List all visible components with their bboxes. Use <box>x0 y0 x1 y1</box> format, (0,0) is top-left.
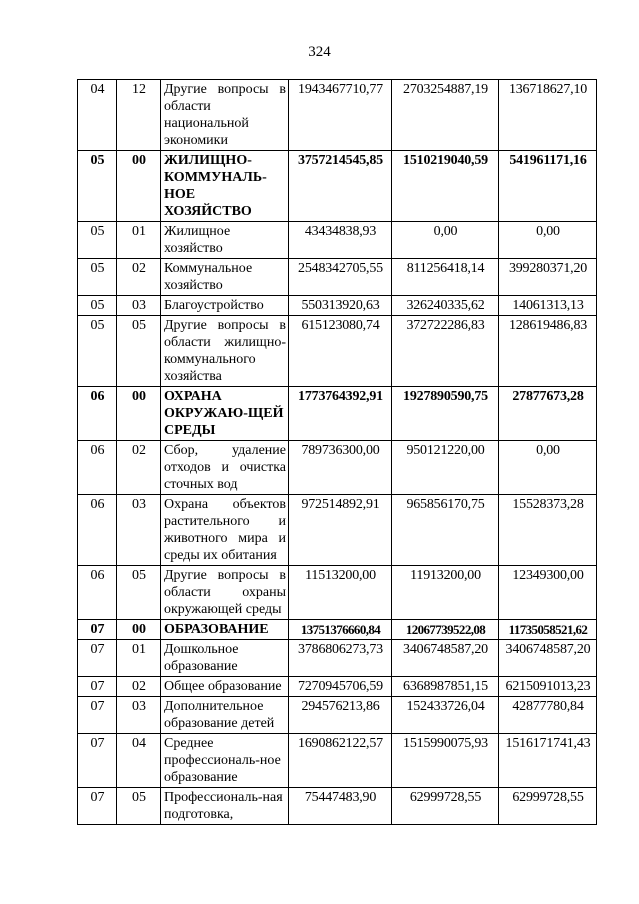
amount-year1-cell: 7270945706,59 <box>289 677 392 697</box>
amount-year3-cell: 14061313,13 <box>499 296 597 316</box>
amount-year2-cell: 1927890590,75 <box>392 387 499 441</box>
amount-year1-cell: 11513200,00 <box>289 566 392 620</box>
amount-year1-cell: 3786806273,73 <box>289 640 392 677</box>
table-row <box>78 441 597 495</box>
amount-year1-cell: 1690862122,57 <box>289 734 392 788</box>
table-row <box>78 734 597 788</box>
subsection-code-cell: 03 <box>117 697 161 734</box>
table-row <box>78 151 597 222</box>
amount-year1-cell: 75447483,90 <box>289 788 392 825</box>
amount-year1-cell: 615123080,74 <box>289 316 392 387</box>
amount-year3-cell: 136718627,10 <box>499 80 597 151</box>
table-row <box>78 697 597 734</box>
amount-year1-cell: 13751376660,84 <box>289 620 392 640</box>
amount-year2-cell: 950121220,00 <box>392 441 499 495</box>
amount-year1-cell: 1773764392,91 <box>289 387 392 441</box>
item-name-cell: Другие вопросы в области жилищно-коммунального хозяйства <box>161 316 289 387</box>
table-row <box>78 640 597 677</box>
amount-year1-cell: 972514892,91 <box>289 495 392 566</box>
item-name-cell: Сбор, удаление отходов и очистка сточных вод <box>161 441 289 495</box>
subsection-code-cell: 04 <box>117 734 161 788</box>
amount-year3-cell: 3406748587,20 <box>499 640 597 677</box>
item-name-cell: Дошкольное образование <box>161 640 289 677</box>
table-row <box>78 259 597 296</box>
budget-table-body <box>78 80 597 825</box>
item-name-cell: Коммунальное хозяйство <box>161 259 289 296</box>
item-name-cell: Дополнительное образование детей <box>161 697 289 734</box>
amount-year3-cell: 0,00 <box>499 222 597 259</box>
amount-year3-cell: 15528373,28 <box>499 495 597 566</box>
amount-year2-cell: 11913200,00 <box>392 566 499 620</box>
section-code-cell: 05 <box>78 259 117 296</box>
item-name-cell: ОХРАНА ОКРУЖАЮ-ЩЕЙ СРЕДЫ <box>161 387 289 441</box>
table-row <box>78 80 597 151</box>
subsection-code-cell: 05 <box>117 788 161 825</box>
section-code-cell: 07 <box>78 734 117 788</box>
amount-year1-cell: 2548342705,55 <box>289 259 392 296</box>
section-code-cell: 05 <box>78 316 117 387</box>
item-name-cell: ЖИЛИЩНО-КОММУНАЛЬ-НОЕ ХОЗЯЙСТВО <box>161 151 289 222</box>
subsection-code-cell: 00 <box>117 387 161 441</box>
table-row <box>78 316 597 387</box>
amount-year2-cell: 0,00 <box>392 222 499 259</box>
amount-year2-cell: 372722286,83 <box>392 316 499 387</box>
table-row <box>78 566 597 620</box>
section-code-cell: 06 <box>78 441 117 495</box>
amount-year2-cell: 12067739522,08 <box>392 620 499 640</box>
amount-year3-cell: 0,00 <box>499 441 597 495</box>
amount-year2-cell: 811256418,14 <box>392 259 499 296</box>
amount-year3-cell: 6215091013,23 <box>499 677 597 697</box>
table-row <box>78 788 597 825</box>
table-row <box>78 495 597 566</box>
item-name-cell: Общее образование <box>161 677 289 697</box>
item-name-cell: Благоустройство <box>161 296 289 316</box>
subsection-code-cell: 03 <box>117 495 161 566</box>
subsection-code-cell: 03 <box>117 296 161 316</box>
amount-year2-cell: 965856170,75 <box>392 495 499 566</box>
section-code-cell: 07 <box>78 620 117 640</box>
amount-year1-cell: 1943467710,77 <box>289 80 392 151</box>
amount-year3-cell: 27877673,28 <box>499 387 597 441</box>
subsection-code-cell: 12 <box>117 80 161 151</box>
subsection-code-cell: 05 <box>117 566 161 620</box>
item-name-cell: ОБРАЗОВАНИЕ <box>161 620 289 640</box>
amount-year3-cell: 541961171,16 <box>499 151 597 222</box>
section-code-cell: 05 <box>78 222 117 259</box>
section-code-cell: 06 <box>78 387 117 441</box>
amount-year3-cell: 12349300,00 <box>499 566 597 620</box>
section-code-cell: 04 <box>78 80 117 151</box>
item-name-cell: Другие вопросы в области охраны окружающей среды <box>161 566 289 620</box>
section-code-cell: 06 <box>78 495 117 566</box>
item-name-cell: Профессиональ-ная подготовка, <box>161 788 289 825</box>
amount-year3-cell: 11735058521,62 <box>499 620 597 640</box>
table-row <box>78 296 597 316</box>
amount-year3-cell: 399280371,20 <box>499 259 597 296</box>
amount-year2-cell: 152433726,04 <box>392 697 499 734</box>
subsection-code-cell: 02 <box>117 677 161 697</box>
item-name-cell: Другие вопросы в области национальной экономики <box>161 80 289 151</box>
amount-year3-cell: 1516171741,43 <box>499 734 597 788</box>
subsection-code-cell: 00 <box>117 151 161 222</box>
section-code-cell: 05 <box>78 296 117 316</box>
amount-year3-cell: 62999728,55 <box>499 788 597 825</box>
budget-table <box>77 79 597 825</box>
table-row <box>78 387 597 441</box>
item-name-cell: Жилищное хозяйство <box>161 222 289 259</box>
table-row <box>78 677 597 697</box>
section-code-cell: 05 <box>78 151 117 222</box>
table-row <box>78 222 597 259</box>
subsection-code-cell: 02 <box>117 441 161 495</box>
amount-year2-cell: 3406748587,20 <box>392 640 499 677</box>
section-code-cell: 07 <box>78 697 117 734</box>
item-name-cell: Среднее профессиональ-ное образование <box>161 734 289 788</box>
amount-year2-cell: 1510219040,59 <box>392 151 499 222</box>
subsection-code-cell: 00 <box>117 620 161 640</box>
amount-year3-cell: 42877780,84 <box>499 697 597 734</box>
subsection-code-cell: 01 <box>117 640 161 677</box>
section-code-cell: 06 <box>78 566 117 620</box>
item-name-cell: Охрана объектов растительного и животного мира и среды их обитания <box>161 495 289 566</box>
amount-year2-cell: 326240335,62 <box>392 296 499 316</box>
amount-year2-cell: 2703254887,19 <box>392 80 499 151</box>
amount-year1-cell: 3757214545,85 <box>289 151 392 222</box>
amount-year1-cell: 550313920,63 <box>289 296 392 316</box>
amount-year1-cell: 294576213,86 <box>289 697 392 734</box>
amount-year2-cell: 1515990075,93 <box>392 734 499 788</box>
section-code-cell: 07 <box>78 640 117 677</box>
subsection-code-cell: 01 <box>117 222 161 259</box>
amount-year3-cell: 128619486,83 <box>499 316 597 387</box>
section-code-cell: 07 <box>78 677 117 697</box>
table-row <box>78 620 597 640</box>
amount-year2-cell: 62999728,55 <box>392 788 499 825</box>
subsection-code-cell: 02 <box>117 259 161 296</box>
amount-year2-cell: 6368987851,15 <box>392 677 499 697</box>
amount-year1-cell: 789736300,00 <box>289 441 392 495</box>
section-code-cell: 07 <box>78 788 117 825</box>
amount-year1-cell: 43434838,93 <box>289 222 392 259</box>
subsection-code-cell: 05 <box>117 316 161 387</box>
page-number: 324 <box>308 44 331 60</box>
